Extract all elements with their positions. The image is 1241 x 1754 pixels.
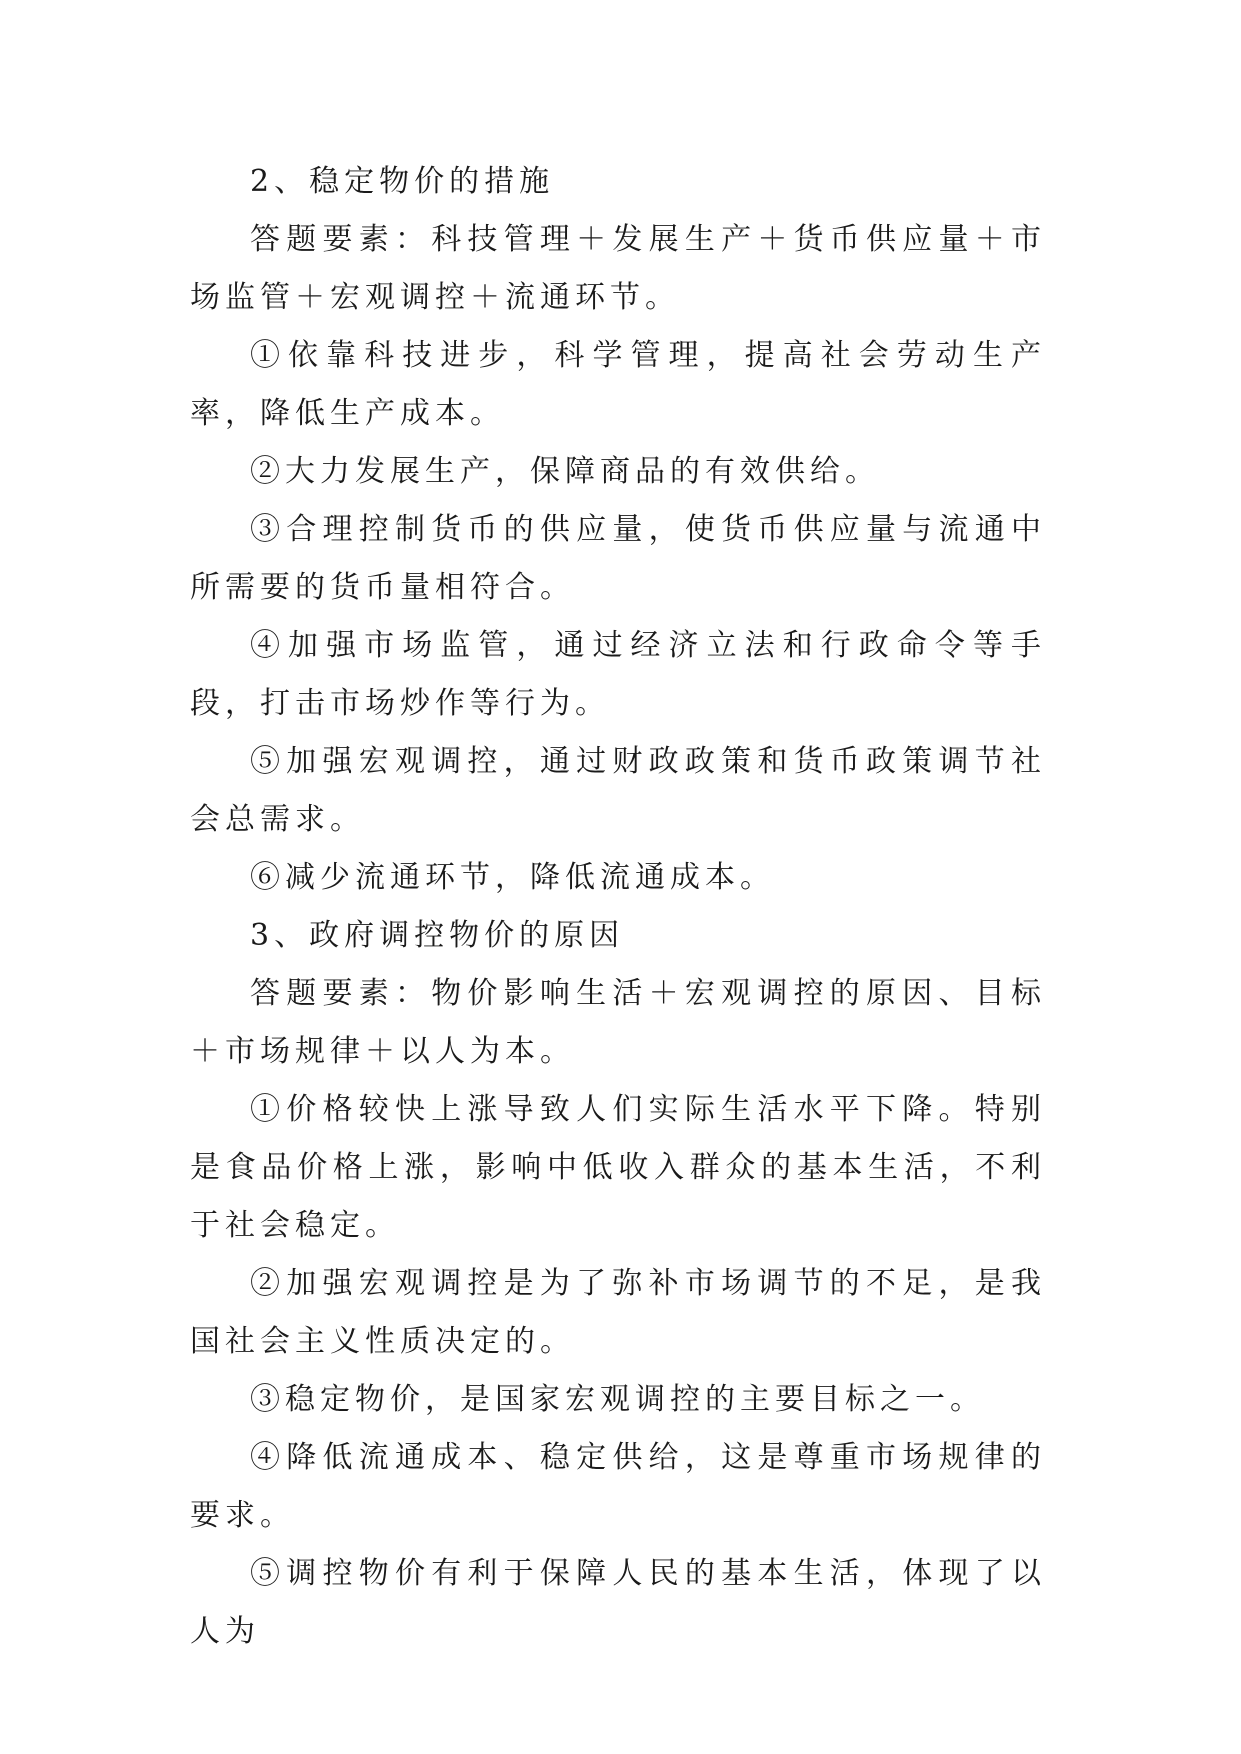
measure-item-2: ②大力发展生产，保障商品的有效供给。 <box>250 454 880 489</box>
measure-item-3: ③合理控制货币的供应量，使货币供应量与流通中所需要的货币量相符合。 <box>190 512 1046 605</box>
reason-item-5: ⑤调控物价有利于保障人民的基本生活，体现了以人为 <box>190 1556 1046 1649</box>
reason-item-2: ②加强宏观调控是为了弥补市场调节的不足，是我国社会主义性质决定的。 <box>190 1266 1046 1359</box>
reason-item-3: ③稳定物价，是国家宏观调控的主要目标之一。 <box>250 1382 985 1417</box>
reason-item-1: ①价格较快上涨导致人们实际生活水平下降。特别是食品价格上涨，影响中低收入群众的基本生活，不利于社会稳定。 <box>190 1092 1046 1243</box>
answer-elements-reasons: 答题要素：物价影响生活＋宏观调控的原因、目标＋市场规律＋以人为本。 <box>190 976 1046 1069</box>
document-body <box>190 153 1046 1661</box>
measure-item-4: ④加强市场监管，通过经济立法和行政命令等手段，打击市场炒作等行为。 <box>190 628 1046 721</box>
reason-item-4: ④降低流通成本、稳定供给，这是尊重市场规律的要求。 <box>190 1440 1046 1533</box>
section-heading-measures: 2、稳定物价的措施 <box>250 164 555 199</box>
measure-item-1: ①依靠科技进步，科学管理，提高社会劳动生产率，降低生产成本。 <box>190 338 1046 431</box>
answer-elements-measures: 答题要素：科技管理＋发展生产＋货币供应量＋市场监管＋宏观调控＋流通环节。 <box>190 222 1046 315</box>
measure-item-6: ⑥减少流通环节，降低流通成本。 <box>250 860 775 895</box>
section-heading-reasons: 3、政府调控物价的原因 <box>250 918 625 953</box>
measure-item-5: ⑤加强宏观调控，通过财政政策和货币政策调节社会总需求。 <box>190 744 1046 837</box>
